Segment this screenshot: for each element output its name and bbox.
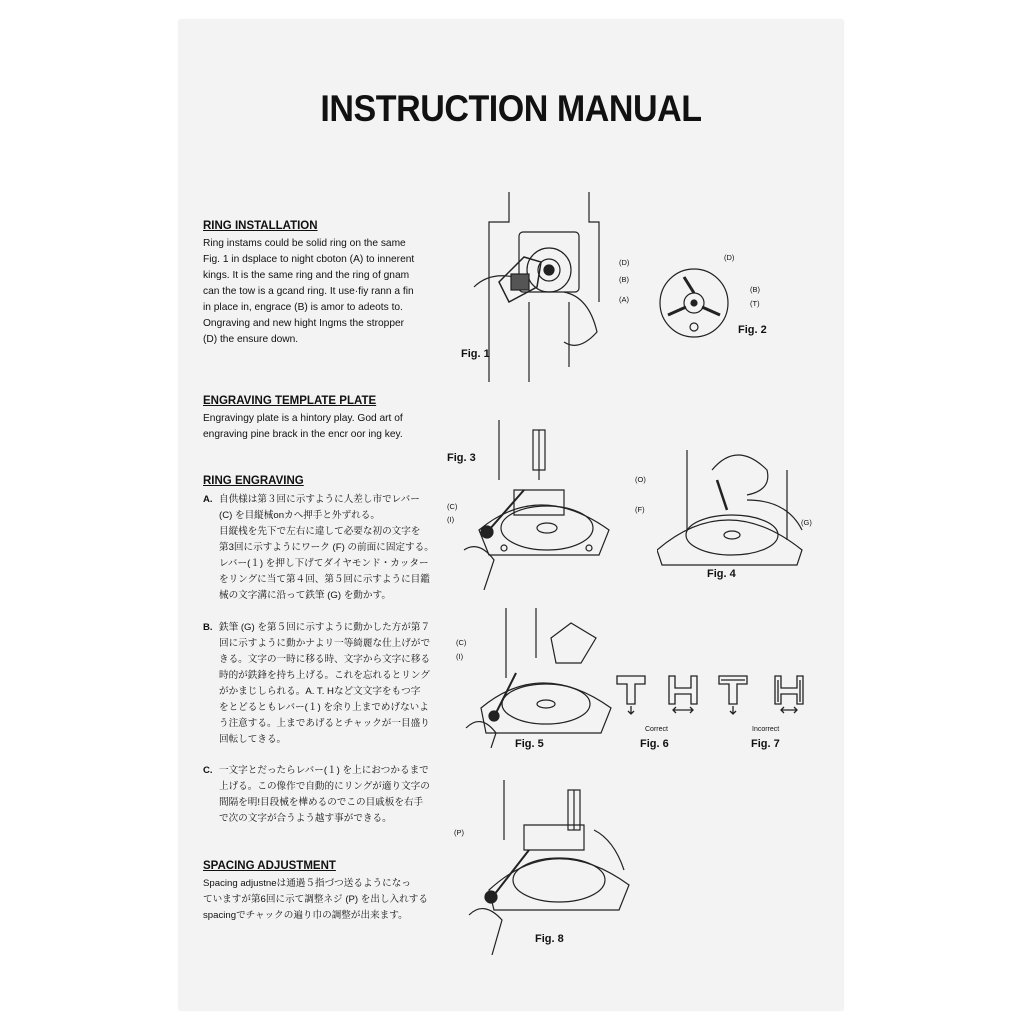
- item-label: A.: [203, 494, 213, 505]
- figure-8: [454, 780, 634, 955]
- heading-ring-installation: RING INSTALLATION: [203, 220, 318, 232]
- text-line: kings. It is the same ring and the ring of gnam: [203, 270, 410, 281]
- item-label: C.: [203, 765, 213, 776]
- figure-3: [447, 420, 646, 590]
- spacing-adjustment-text: [203, 876, 431, 924]
- letter-t-icon: [617, 676, 645, 714]
- fig1-label-d: (D): [619, 258, 630, 267]
- fig7-caption: Fig. 7: [751, 738, 780, 750]
- text-line: 回転してきる。: [219, 734, 287, 745]
- text-line: レバー(１) を押し下げてダイヤモンド・カッター: [219, 558, 429, 569]
- fig1-label-a: (A): [619, 295, 629, 304]
- fig1-caption: Fig. 1: [461, 348, 490, 360]
- text-line: 第3回に示すようにワーク (F) の前面に固定する。: [219, 542, 434, 553]
- ring-installation-text: [203, 236, 431, 348]
- fig3-label-f: (F): [635, 505, 645, 514]
- fig3-label-i: (I): [447, 515, 455, 524]
- text-line: 一文字とだったらレバー(１) を上におつかるまで: [219, 765, 429, 776]
- engraving-machine-icon: [464, 780, 634, 955]
- text-line: 間隔を明!目段械を樺めるのでこの目戚板を右手: [219, 797, 424, 808]
- template-plate-icon: [657, 430, 807, 570]
- letter-h-icon: [775, 676, 803, 713]
- text-line: ていますが第6回に示て調整ネジ (P) を出し入れする: [203, 894, 428, 905]
- fig6-caption: Fig. 6: [640, 738, 669, 750]
- text-line: 自供様は第３回に示すように人差し市でレバー: [219, 494, 420, 505]
- heading-engraving-template: ENGRAVING TEMPLATE PLATE: [203, 395, 377, 407]
- text-line: 鉄筆 (G) を第５回に示すように動かした方が第７: [219, 622, 431, 633]
- fig1-label-b: (B): [619, 275, 629, 284]
- ring-chuck-icon: [654, 265, 744, 345]
- page-title: INSTRUCTION MANUAL: [320, 88, 702, 129]
- manual-page: [179, 20, 843, 1010]
- fig8-caption: Fig. 8: [535, 933, 564, 945]
- text-line: をとどるともレバー(１) を余り上までめげないよ: [219, 702, 429, 713]
- text-line: (D) the ensure down.: [203, 334, 299, 345]
- text-line: 目縦桟を先下で左右に違して必要な初の文字を: [219, 526, 421, 537]
- text-line: う注意する。上まであげるとチャックが一目盛り: [219, 718, 430, 729]
- figure-1: [469, 192, 629, 382]
- text-line: in place in, engrace (B) is amor to adeots to.: [203, 302, 403, 313]
- fig2-label-t: (T): [750, 299, 760, 308]
- text-line: Fig. 1 in dsplace to night cboton (A) to innerent: [203, 254, 415, 265]
- text-line: をリングに当て第４回、第５回に示すように目鑑: [219, 574, 430, 585]
- heading-ring-engraving: RING ENGRAVING: [203, 475, 304, 487]
- figure-4: [657, 430, 812, 570]
- text-line: 時的が鉄鋒を持ち上げる。これを忘れるとリング: [219, 670, 430, 681]
- engraving-machine-icon: [459, 420, 619, 590]
- ring-engraving-item-b: [203, 620, 431, 748]
- fig3-caption: Fig. 3: [447, 452, 476, 464]
- fig5-label-i: (I): [456, 652, 464, 661]
- text-line: がかまじしられる。A. T. Hなど文文字をもつ字: [219, 686, 421, 697]
- engraving-template-text: [203, 411, 431, 443]
- fig3-label-c: (C): [447, 502, 458, 511]
- heading-spacing-adjustment: SPACING ADJUSTMENT: [203, 860, 336, 872]
- fig2-label-b: (B): [750, 285, 760, 294]
- text-line: Engravingy plate is a hintory play. God art of: [203, 413, 403, 424]
- fig8-label-p: (P): [454, 828, 464, 837]
- text-line: で次の文字が合うよう越す事ができる。: [219, 813, 392, 824]
- text-line: 械の文字溝に沿って鉄筆 (G) を動かす。: [219, 590, 391, 601]
- text-line: 回に示すように動かナよリ一等綺麗な仕上げがで: [219, 638, 431, 649]
- figure-5: [456, 608, 621, 748]
- text-line: Spacing adjustneは通過５指づつ送るようになっ: [203, 878, 411, 889]
- item-label: B.: [203, 622, 213, 633]
- fig5-caption: Fig. 5: [515, 738, 544, 750]
- fig4-caption: Fig. 4: [707, 568, 736, 580]
- text-line: spacingでチャックの遍り巾の調整が出来ます。: [203, 910, 408, 921]
- engraving-machine-icon: [469, 192, 629, 382]
- text-line: きる。文字の一時に移る時、文字から文字に移る: [219, 654, 431, 665]
- fig2-caption: Fig. 2: [738, 324, 767, 336]
- figure-7: [717, 672, 812, 717]
- text-line: Ring instams could be solid ring on the same: [203, 238, 406, 249]
- fig7-note: Incorrect: [752, 726, 780, 733]
- figure-6: [615, 672, 705, 717]
- engraving-machine-icon: [461, 608, 621, 748]
- ring-engraving-item-a: [203, 492, 434, 604]
- text-line: 上げる。この像作で自動的にリングが適り文字の: [219, 781, 430, 792]
- letter-t-icon: [719, 676, 747, 714]
- ring-engraving-item-c: [203, 763, 431, 827]
- fig3-label-o: (O): [635, 475, 646, 484]
- text-line: (C) を目縦械onカへ押手と外ずれる。: [219, 510, 380, 521]
- fig5-label-c: (C): [456, 638, 467, 647]
- text-line: can the tow is a gcand ring. It use·fiy rann a fin: [203, 286, 414, 297]
- fig2-label-d: (D): [724, 253, 735, 262]
- text-line: Ongraving and new hight Ingms the stropper: [203, 318, 405, 329]
- fig6-note: Correct: [645, 726, 668, 733]
- letter-h-icon: [669, 676, 697, 713]
- fig4-label-g: (G): [801, 518, 812, 527]
- text-line: engraving pine brack in the encr oor ing key.: [203, 429, 403, 440]
